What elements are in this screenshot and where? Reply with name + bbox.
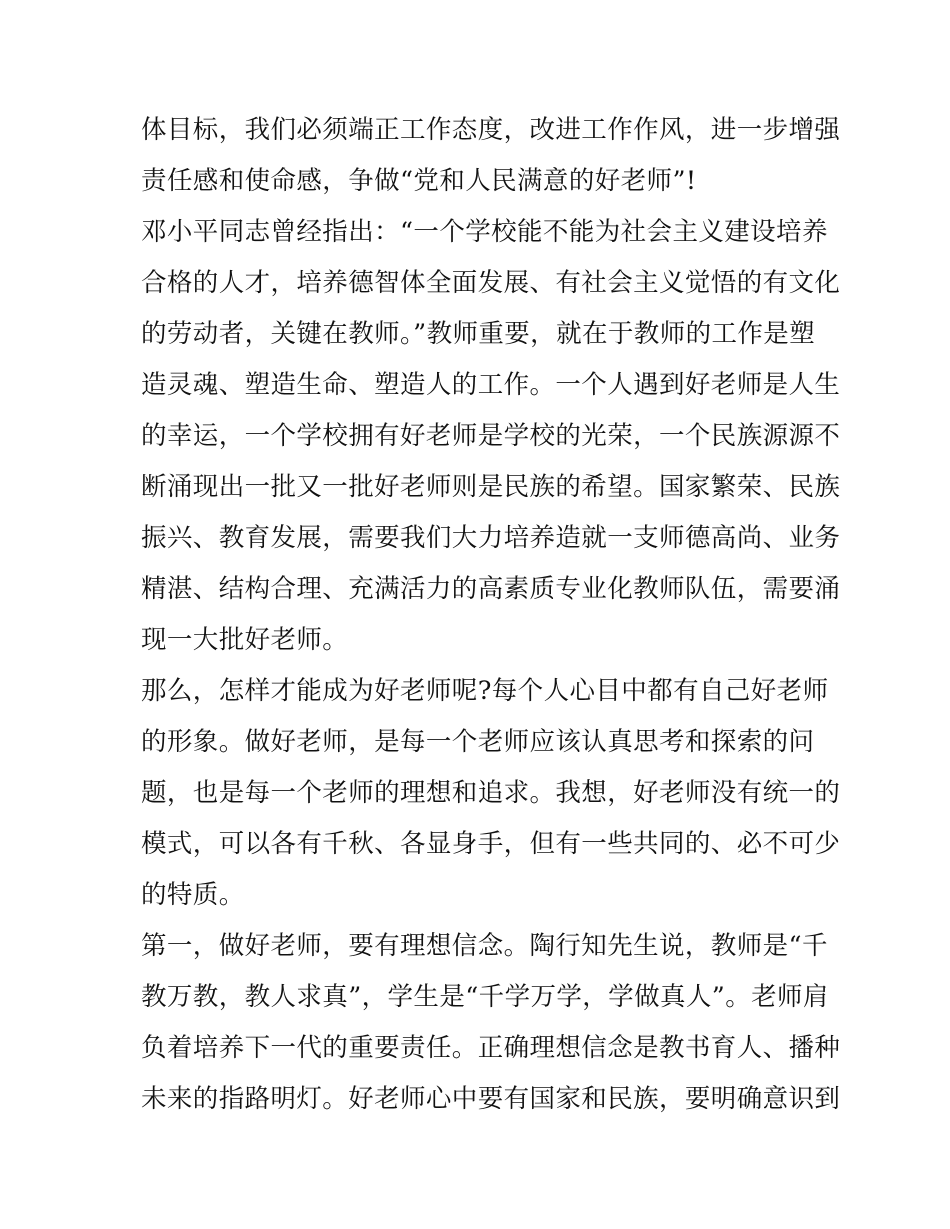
text-line-13: 的形象。做好老师，是每一个老师应该认真思考和探索的问 [141, 727, 815, 757]
text-line-8: 断涌现出一批又一批好老师则是民族的希望。国家繁荣、民族 [141, 472, 841, 502]
text-line-17: 第一，做好老师，要有理想信念。陶行知先生说，教师是“千 [141, 931, 828, 961]
text-line-9: 振兴、教育发展，需要我们大力培养造就一支师德高尚、业务 [141, 523, 841, 553]
text-line-16: 的特质。 [141, 880, 245, 910]
text-line-14: 题，也是每一个老师的理想和追求。我想，好老师没有统一的 [141, 778, 841, 808]
text-line-12: 那么，怎样才能成为好老师呢?每个人心目中都有自己好老师 [141, 676, 829, 706]
text-line-5: 的劳动者，关键在教师。”教师重要，就在于教师的工作是塑 [141, 319, 816, 349]
text-line-19: 负着培养下一代的重要责任。正确理想信念是教书育人、播种 [141, 1033, 841, 1063]
text-line-6: 造灵魂、塑造生命、塑造人的工作。一个人遇到好老师是人生 [141, 370, 841, 400]
text-line-4: 合格的人才，培养德智体全面发展、有社会主义觉悟的有文化 [141, 268, 841, 298]
text-line-15: 模式，可以各有千秋、各显身手，但有一些共同的、必不可少 [141, 829, 841, 859]
text-line-20: 未来的指路明灯。好老师心中要有国家和民族，要明确意识到 [141, 1084, 841, 1114]
text-line-7: 的幸运，一个学校拥有好老师是学校的光荣，一个民族源源不 [141, 421, 841, 451]
text-line-11: 现一大批好老师。 [141, 625, 349, 655]
text-line-3: 邓小平同志曾经指出：“一个学校能不能为社会主义建设培养 [141, 217, 828, 247]
body-text [141, 105, 841, 1125]
text-line-10: 精湛、结构合理、充满活力的高素质专业化教师队伍，需要涌 [141, 574, 841, 604]
text-line-1: 体目标，我们必须端正工作态度，改进工作作风，进一步增强 [141, 115, 841, 145]
text-line-2: 责任感和使命感，争做“党和人民满意的好老师”! [141, 166, 697, 196]
text-line-18: 教万教，教人求真”，学生是“千学万学，学做真人”。老师肩 [141, 982, 829, 1012]
